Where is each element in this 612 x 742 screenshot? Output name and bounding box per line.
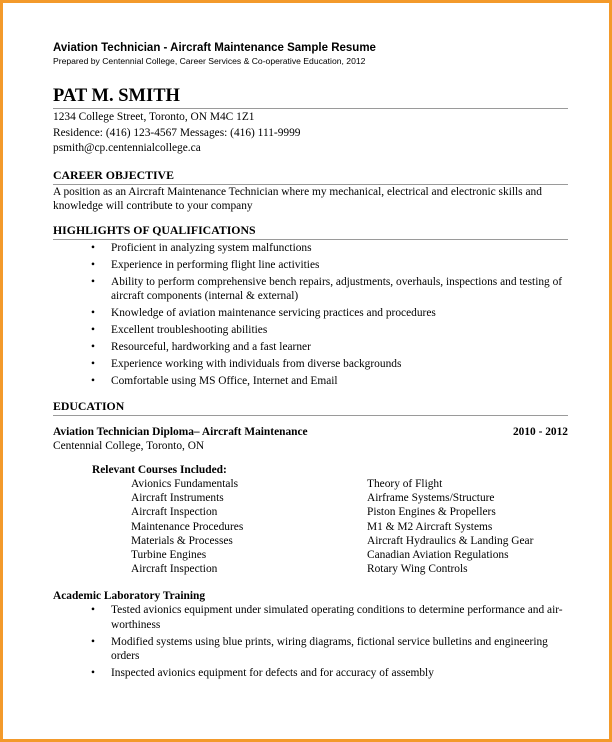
courses-heading: Relevant Courses Included:	[92, 464, 227, 476]
course-item: Theory of Flight	[367, 478, 443, 490]
resume-document	[53, 42, 568, 683]
list-item: • Tested avionics equipment under simulated operating conditions to determine performance and air-worthiness	[91, 604, 563, 631]
bullet-icon: •	[91, 358, 95, 370]
highlights-heading: HIGHLIGHTS OF QUALIFICATIONS	[53, 222, 256, 237]
education-heading: EDUCATION	[53, 398, 125, 413]
list-item: • Knowledge of aviation maintenance servicing practices and procedures	[91, 307, 436, 319]
bullet-icon: •	[91, 275, 95, 288]
course-item: Turbine Engines	[131, 549, 207, 562]
course-item: Canadian Aviation Regulations	[367, 549, 509, 562]
course-item: Rotary Wing Controls	[367, 563, 468, 576]
diploma-years: 2010 - 2012	[512, 425, 568, 438]
bullet-icon: •	[91, 258, 95, 271]
name-divider	[53, 108, 568, 109]
list-item: • Ability to perform comprehensive bench repairs, adjustments, overhauls, inspections and testing of aircraft components (internal & external)	[91, 275, 563, 302]
contact-address: 1234 College Street, Toronto, ON M4C 1Z1	[53, 111, 255, 123]
list-item: • Comfortable using MS Office, Internet and Email	[91, 375, 338, 387]
document-subtitle: Prepared by Centennial College, Career Services & Co-operative Education, 2012	[53, 56, 366, 66]
highlights-divider	[53, 239, 568, 240]
courses-left-column	[131, 477, 367, 576]
candidate-name: PAT M. SMITH	[53, 86, 180, 106]
course-item: Piston Engines & Propellers	[367, 506, 496, 519]
lab-training-list	[53, 603, 568, 681]
document-title: Aviation Technician - Aircraft Maintenance Sample Resume	[53, 42, 376, 54]
bullet-icon: •	[91, 307, 95, 319]
highlights-list	[53, 241, 568, 389]
objective-text: A position as an Aircraft Maintenance Technician where my mechanical, electrical and electronic skills and knowledge will contribute to your company	[53, 185, 542, 212]
course-item: Aircraft Hydraulics & Landing Gear	[367, 534, 534, 547]
education-divider	[53, 415, 568, 416]
course-item: Airframe Systems/Structure	[367, 492, 495, 505]
course-item: M1 & M2 Aircraft Systems	[367, 520, 493, 533]
course-item: Maintenance Procedures	[131, 520, 244, 533]
list-item: • Excellent troubleshooting abilities	[91, 324, 268, 336]
course-item: Aircraft Inspection	[131, 563, 218, 576]
list-item: • Inspected avionics equipment for defects and for accuracy of assembly	[91, 667, 434, 680]
list-item: • Proficient in analyzing system malfunctions	[91, 241, 312, 254]
course-item: Materials & Processes	[131, 534, 233, 547]
courses-right-column	[367, 477, 533, 576]
bullet-icon: •	[91, 241, 95, 254]
diploma-row	[53, 425, 568, 439]
list-item: • Resourceful, hardworking and a fast learner	[91, 341, 311, 353]
contact-email: psmith@cp.centennialcollege.ca	[53, 142, 201, 154]
course-item: Aircraft Instruments	[131, 492, 224, 505]
course-item: Aircraft Inspection	[131, 506, 218, 519]
bullet-icon: •	[91, 604, 95, 617]
bullet-icon: •	[91, 667, 95, 680]
bullet-icon: •	[91, 375, 95, 387]
bullet-icon: •	[91, 341, 95, 353]
diploma-title: Aviation Technician Diploma– Aircraft Maintenance	[53, 425, 308, 438]
bullet-icon: •	[91, 635, 95, 648]
school-name: Centennial College, Toronto, ON	[53, 439, 205, 452]
courses-table	[131, 477, 568, 576]
course-item: Avionics Fundamentals	[131, 478, 239, 490]
lab-training-heading: Academic Laboratory Training	[53, 590, 206, 603]
list-item: • Experience in performing flight line activities	[91, 258, 320, 271]
list-item: • Experience working with individuals from diverse backgrounds	[91, 358, 402, 370]
list-item: • Modified systems using blue prints, wiring diagrams, fictional service bulletins and engineering orders	[91, 635, 548, 663]
objective-heading: CAREER OBJECTIVE	[53, 167, 174, 182]
contact-phones: Residence: (416) 123-4567 Messages: (416) 111-9999	[53, 126, 301, 139]
bullet-icon: •	[91, 324, 95, 336]
